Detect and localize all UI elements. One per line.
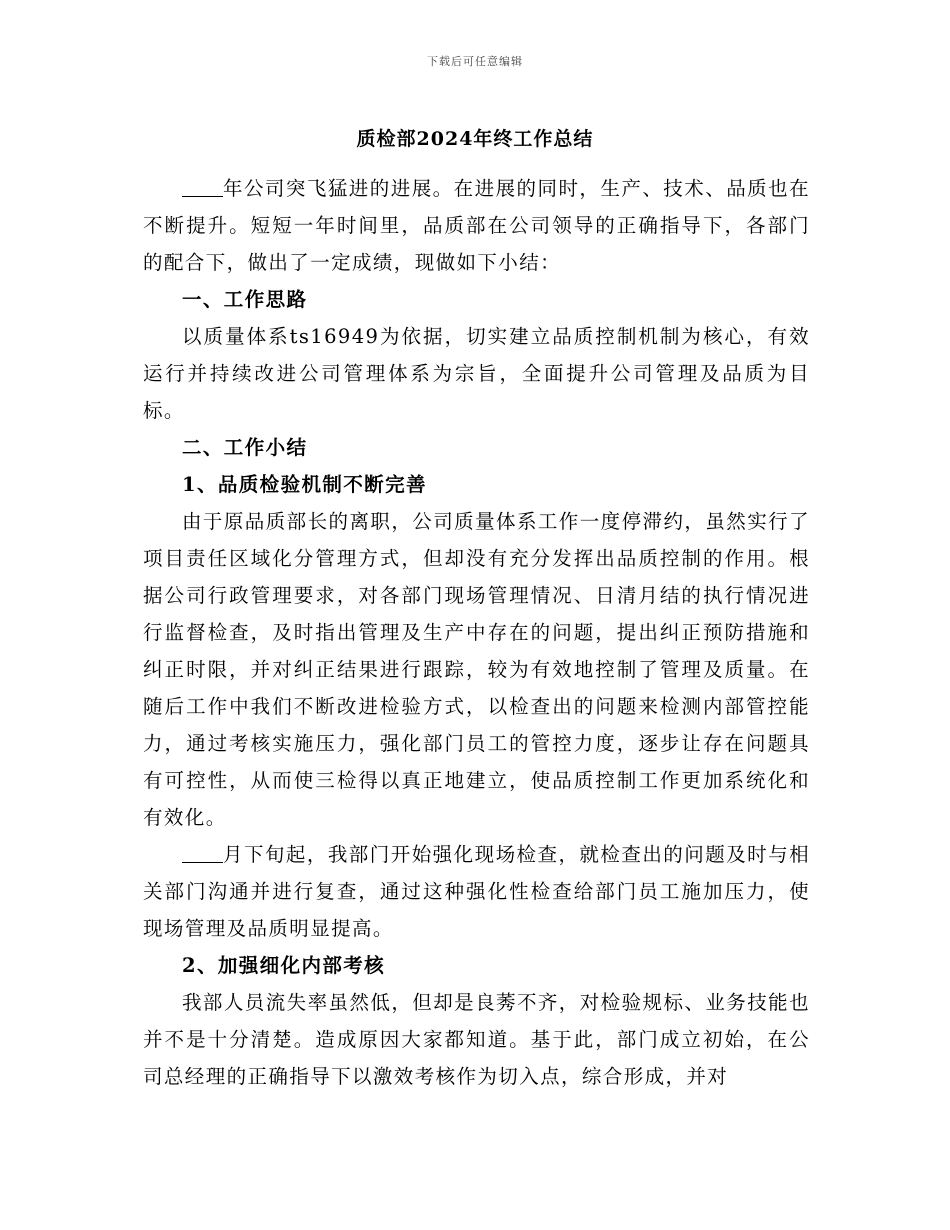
- subsection-2-paragraph-1: 我部人员流失率虽然低，但却是良莠不齐，对检验规标、业务技能也并不是十分清楚。造成原因大家都知道。基于此，部门成立初始，在公司总经理的正确指导下以激效考核作为切入点，综合形成，并对: [143, 991, 810, 1088]
- header-note: 下载后可任意编辑: [427, 55, 523, 68]
- section-heading-2: 二、工作小结: [182, 436, 308, 459]
- subsection-1-paragraph-2-text: 月下旬起，我部门开始强化现场检查，就检查出的问题及时与相关部门沟通并进行复查，通过这种强化性检查给部门员工施加压力，使现场管理及品质明显提高。: [143, 843, 810, 940]
- subsection-1-paragraph-2: [143, 836, 810, 947]
- fill-in-blank: [182, 842, 223, 863]
- subsection-heading-1: 1、品质检验机制不断完善: [182, 473, 427, 496]
- fill-in-blank: [182, 176, 223, 197]
- section-heading-1: 一、工作思路: [182, 288, 308, 311]
- document-title: 质检部2024年终工作总结: [356, 128, 594, 150]
- document-body: [143, 170, 810, 1095]
- subsection-1-paragraph-1: 由于原品质部长的离职，公司质量体系工作一度停滞约，虽然实行了项目责任区域化分管理方式，但却没有充分发挥出品质控制的作用。根据公司行政管理要求，对各部门现场管理情况、日清月结的执行情况进行监督检查，及时指出管理及生产中存在的问题，提出纠正预防措施和纠正时限，并对纠正结果进行跟踪，较为有效地控制了管理及质量。在随后工作中我们不断改进检验方式，以检查出的问题来检测内部管控能力，通过考核实施压力，强化部门员工的管控力度，逐步让存在问题具有可控性，从而使三检得以真正地建立，使品质控制工作更加系统化和有效化。: [143, 510, 810, 829]
- intro-text: 年公司突飞猛进的进展。在进展的同时，生产、技术、品质也在不断提升。短短一年时间里，品质部在公司领导的正确指导下，各部门的配合下，做出了一定成绩，现做如下小结：: [143, 177, 810, 274]
- section-1-paragraph: 以质量体系ts16949为依据，切实建立品质控制机制为核心，有效运行并持续改进公司管理体系为宗旨，全面提升公司管理及品质为目标。: [143, 325, 810, 422]
- intro-paragraph: [143, 170, 810, 281]
- subsection-heading-2: 2、加强细化内部考核: [182, 954, 386, 977]
